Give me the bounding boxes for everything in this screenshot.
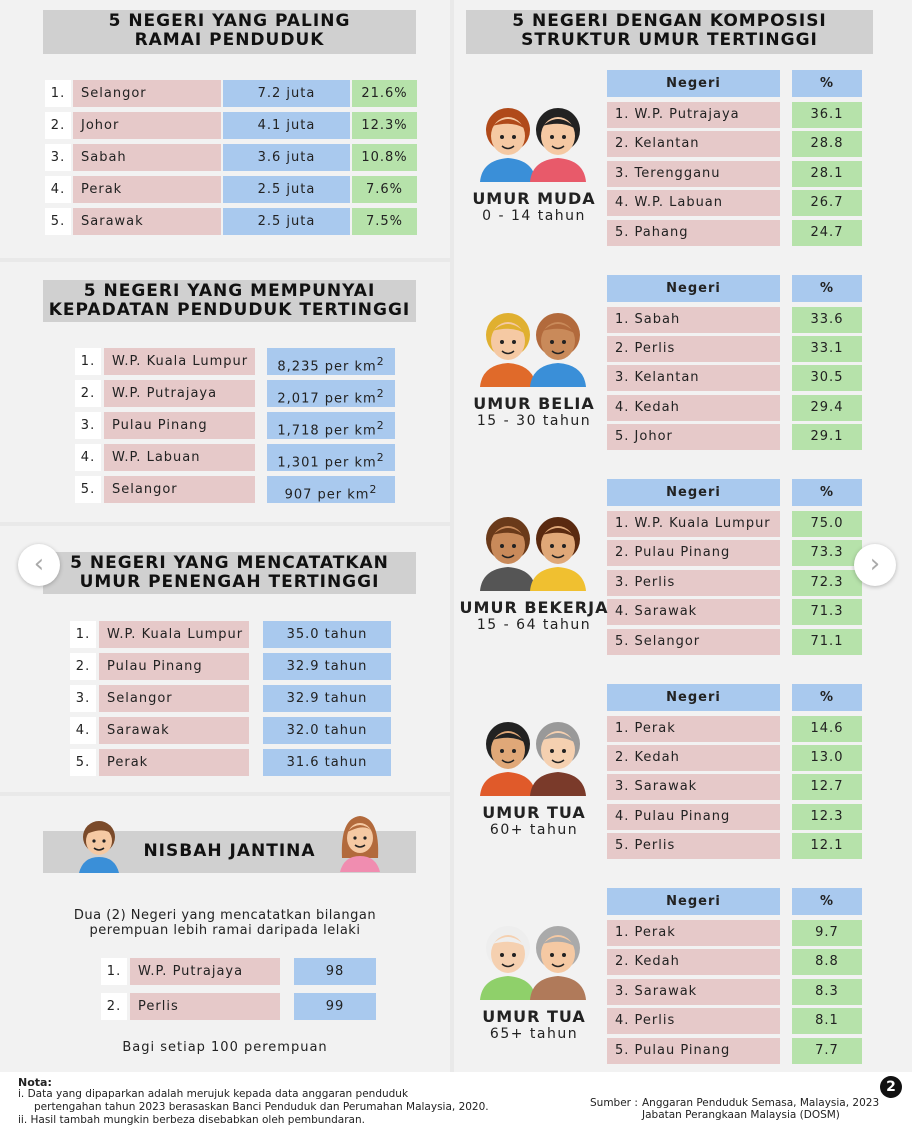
boy-avatar-icon xyxy=(75,811,123,873)
sex-ratio-title: NISBAH JANTINA xyxy=(43,831,416,873)
age-structure-percent: 72.3 xyxy=(792,570,862,596)
age-structure-percent: 7.7 xyxy=(792,1038,862,1064)
state-name: Perak xyxy=(73,176,221,203)
rank-number: 4. xyxy=(45,176,71,203)
density-title: 5 NEGERI YANG MEMPUNYAI KEPADATAN PENDUDUK TERTINGGI xyxy=(43,280,416,322)
age-structure-percent: 28.8 xyxy=(792,131,862,157)
column-header-percent: % xyxy=(792,70,862,97)
state-name: 2. Pulau Pinang xyxy=(607,540,780,566)
age-structure-percent: 71.1 xyxy=(792,629,862,655)
density-number: 1,718 per km xyxy=(277,423,377,439)
age-group-name: UMUR MUDA xyxy=(472,189,596,208)
column-header-percent: % xyxy=(792,275,862,302)
state-name: Sarawak xyxy=(99,717,249,744)
age-group-name: UMUR TUA xyxy=(482,1007,586,1026)
state-name: 1. W.P. Putrajaya xyxy=(607,102,780,128)
age-structure-percent: 14.6 xyxy=(792,716,862,742)
column-header-state: Negeri xyxy=(607,684,780,711)
age-group-range: 65+ tahun xyxy=(489,1026,579,1042)
median-age-value: 35.0 tahun xyxy=(263,621,391,648)
age-structure-percent: 8.8 xyxy=(792,949,862,975)
people-illustration-icon xyxy=(478,307,588,387)
state-name: 5. Pahang xyxy=(607,220,780,246)
age-group-name: UMUR BEKERJA xyxy=(459,598,609,617)
age-structure-title: 5 NEGERI DENGAN KOMPOSISI STRUKTUR UMUR TERTINGGI xyxy=(466,10,873,54)
age-structure-percent: 33.1 xyxy=(792,336,862,362)
age-group-label xyxy=(459,189,609,224)
rank-number: 1. xyxy=(101,958,127,985)
median-age-value: 31.6 tahun xyxy=(263,749,391,776)
sex-ratio-value: 99 xyxy=(294,993,376,1020)
footer-source-label: Sumber : xyxy=(590,1097,638,1109)
age-structure-percent: 75.0 xyxy=(792,511,862,537)
sex-ratio-description: Dua (2) Negeri yang mencatatkan bilangan perempuan lebih ramai daripada lelaki xyxy=(73,908,377,938)
state-name: Selangor xyxy=(104,476,255,503)
age-group-label xyxy=(459,598,609,633)
density-number: 907 per km xyxy=(284,487,370,503)
people-illustration-icon xyxy=(478,511,588,591)
column-header-state: Negeri xyxy=(607,888,780,915)
state-name: 2. Kelantan xyxy=(607,131,780,157)
rank-number: 2. xyxy=(75,380,101,407)
state-name: 2. Perlis xyxy=(607,336,780,362)
state-name: W.P. Labuan xyxy=(104,444,255,471)
state-name: 4. Pulau Pinang xyxy=(607,804,780,830)
state-name: 4. Kedah xyxy=(607,395,780,421)
state-name: Sarawak xyxy=(73,208,221,235)
population-percent: 12.3% xyxy=(352,112,417,139)
rank-number: 5. xyxy=(70,749,96,776)
density-value xyxy=(267,348,395,375)
density-unit-exponent: 2 xyxy=(369,483,378,496)
density-number: 1,301 per km xyxy=(277,455,377,471)
rank-number: 1. xyxy=(75,348,101,375)
median-age-value: 32.9 tahun xyxy=(263,653,391,680)
state-name: 2. Kedah xyxy=(607,745,780,771)
age-group-name: UMUR TUA xyxy=(482,802,586,822)
density-value xyxy=(267,380,395,407)
state-name: 4. W.P. Labuan xyxy=(607,190,780,216)
state-name: W.P. Putrajaya xyxy=(130,958,280,985)
state-name: Perak xyxy=(99,749,249,776)
state-name: 3. Perlis xyxy=(607,570,780,596)
rank-number: 2. xyxy=(101,993,127,1020)
age-structure-percent: 12.3 xyxy=(792,804,862,830)
density-unit-exponent: 2 xyxy=(376,419,385,432)
age-structure-percent: 71.3 xyxy=(792,599,862,625)
density-value xyxy=(267,444,395,471)
state-name: 1. W.P. Kuala Lumpur xyxy=(607,511,780,537)
age-group-name: UMUR BELIA xyxy=(473,393,595,413)
state-name: 3. Sarawak xyxy=(607,979,780,1005)
footer-source-1: Anggaran Penduduk Semasa, Malaysia, 2023 xyxy=(642,1097,880,1109)
density-value xyxy=(267,476,395,503)
rank-number: 3. xyxy=(45,144,71,171)
footer-source-2: Jabatan Perangkaan Malaysia (DOSM) xyxy=(642,1109,840,1121)
previous-slide-button[interactable] xyxy=(18,544,60,586)
population-title: 5 NEGERI YANG PALING RAMAI PENDUDUK xyxy=(43,10,416,54)
rank-number: 3. xyxy=(70,685,96,712)
age-structure-percent: 12.7 xyxy=(792,774,862,800)
age-structure-percent: 33.6 xyxy=(792,307,862,333)
rank-number: 5. xyxy=(75,476,101,503)
density-number: 2,017 per km xyxy=(277,391,377,407)
age-group-range: 0 - 14 tahun xyxy=(482,208,586,224)
population-percent: 7.5% xyxy=(352,208,417,235)
population-value: 7.2 juta xyxy=(223,80,350,107)
age-structure-percent: 8.3 xyxy=(792,979,862,1005)
people-illustration-icon xyxy=(478,920,588,1000)
state-name: Johor xyxy=(73,112,221,139)
rank-number: 4. xyxy=(70,717,96,744)
column-header-state: Negeri xyxy=(607,70,780,97)
age-structure-percent: 9.7 xyxy=(792,920,862,946)
footer-note-2: ii. Hasil tambah mungkin berbeza disebabkan oleh pembundaran. xyxy=(18,1114,365,1126)
chevron-left-icon: ‹ xyxy=(33,549,45,579)
state-name: W.P. Kuala Lumpur xyxy=(104,348,255,375)
rank-number: 1. xyxy=(70,621,96,648)
state-name: W.P. Putrajaya xyxy=(104,380,255,407)
age-structure-percent: 12.1 xyxy=(792,833,862,859)
footer-note-1: i. Data yang dipaparkan adalah merujuk kepada data anggaran penduduk xyxy=(18,1088,409,1100)
column-header-state: Negeri xyxy=(607,275,780,302)
state-name: 1. Sabah xyxy=(607,307,780,333)
state-name: Perlis xyxy=(130,993,280,1020)
age-structure-percent: 29.1 xyxy=(792,424,862,450)
state-name: 3. Kelantan xyxy=(607,365,780,391)
age-structure-percent: 24.7 xyxy=(792,220,862,246)
state-name: 5. Johor xyxy=(607,424,780,450)
median-age-value: 32.9 tahun xyxy=(263,685,391,712)
state-name: Selangor xyxy=(99,685,249,712)
state-name: 3. Terengganu xyxy=(607,161,780,187)
state-name: 1. Perak xyxy=(607,716,780,742)
age-structure-percent: 28.1 xyxy=(792,161,862,187)
chevron-right-icon: › xyxy=(869,549,881,579)
age-structure-percent: 29.4 xyxy=(792,395,862,421)
rank-number: 4. xyxy=(75,444,101,471)
page-number-badge: 2 xyxy=(880,1076,902,1098)
age-structure-percent: 73.3 xyxy=(792,540,862,566)
population-percent: 7.6% xyxy=(352,176,417,203)
rank-number: 2. xyxy=(70,653,96,680)
population-value: 2.5 juta xyxy=(223,176,350,203)
sex-ratio-note: Bagi setiap 100 perempuan xyxy=(122,1040,328,1055)
density-number: 8,235 per km xyxy=(277,359,377,375)
age-group-range: 15 - 30 tahun xyxy=(476,412,592,429)
population-value: 4.1 juta xyxy=(223,112,350,139)
state-name: Pulau Pinang xyxy=(99,653,249,680)
column-header-percent: % xyxy=(792,888,862,915)
density-unit-exponent: 2 xyxy=(376,451,385,464)
next-slide-button[interactable] xyxy=(854,544,896,586)
sex-ratio-value: 98 xyxy=(294,958,376,985)
state-name: 2. Kedah xyxy=(607,949,780,975)
people-illustration-icon xyxy=(478,102,588,182)
people-illustration-icon xyxy=(478,716,588,796)
girl-avatar-icon xyxy=(336,808,384,872)
age-group-label xyxy=(459,1007,609,1042)
age-structure-percent: 8.1 xyxy=(792,1008,862,1034)
age-structure-percent: 30.5 xyxy=(792,365,862,391)
column-header-state: Negeri xyxy=(607,479,780,506)
state-name: 5. Selangor xyxy=(607,629,780,655)
state-name: 5. Perlis xyxy=(607,833,780,859)
median-age-title: 5 NEGERI YANG MENCATATKAN UMUR PENENGAH TERTINGGI xyxy=(43,552,416,594)
population-percent: 10.8% xyxy=(352,144,417,171)
density-unit-exponent: 2 xyxy=(376,387,385,400)
footer-note-1-cont: pertengahan tahun 2023 berasaskan Banci Penduduk dan Perumahan Malaysia, 2020. xyxy=(34,1101,489,1113)
age-group-range: 60+ tahun xyxy=(489,821,579,838)
state-name: Selangor xyxy=(73,80,221,107)
rank-number: 3. xyxy=(75,412,101,439)
state-name: 3. Sarawak xyxy=(607,774,780,800)
column-header-percent: % xyxy=(792,479,862,506)
rank-number: 5. xyxy=(45,208,71,235)
age-structure-percent: 36.1 xyxy=(792,102,862,128)
population-value: 2.5 juta xyxy=(223,208,350,235)
density-value xyxy=(267,412,395,439)
column-header-percent: % xyxy=(792,684,862,711)
state-name: 1. Perak xyxy=(607,920,780,946)
population-value: 3.6 juta xyxy=(223,144,350,171)
state-name: 5. Pulau Pinang xyxy=(607,1038,780,1064)
state-name: Pulau Pinang xyxy=(104,412,255,439)
state-name: 4. Perlis xyxy=(607,1008,780,1034)
state-name: Sabah xyxy=(73,144,221,171)
age-group-label xyxy=(459,394,609,429)
age-group-range: 15 - 64 tahun xyxy=(476,617,592,633)
rank-number: 2. xyxy=(45,112,71,139)
rank-number: 1. xyxy=(45,80,71,107)
population-percent: 21.6% xyxy=(352,80,417,107)
age-group-label xyxy=(459,803,609,838)
state-name: 4. Sarawak xyxy=(607,599,780,625)
median-age-value: 32.0 tahun xyxy=(263,717,391,744)
footer-note-label: Nota: xyxy=(18,1076,52,1089)
age-structure-percent: 26.7 xyxy=(792,190,862,216)
age-structure-percent: 13.0 xyxy=(792,745,862,771)
density-unit-exponent: 2 xyxy=(376,355,385,368)
state-name: W.P. Kuala Lumpur xyxy=(99,621,249,648)
